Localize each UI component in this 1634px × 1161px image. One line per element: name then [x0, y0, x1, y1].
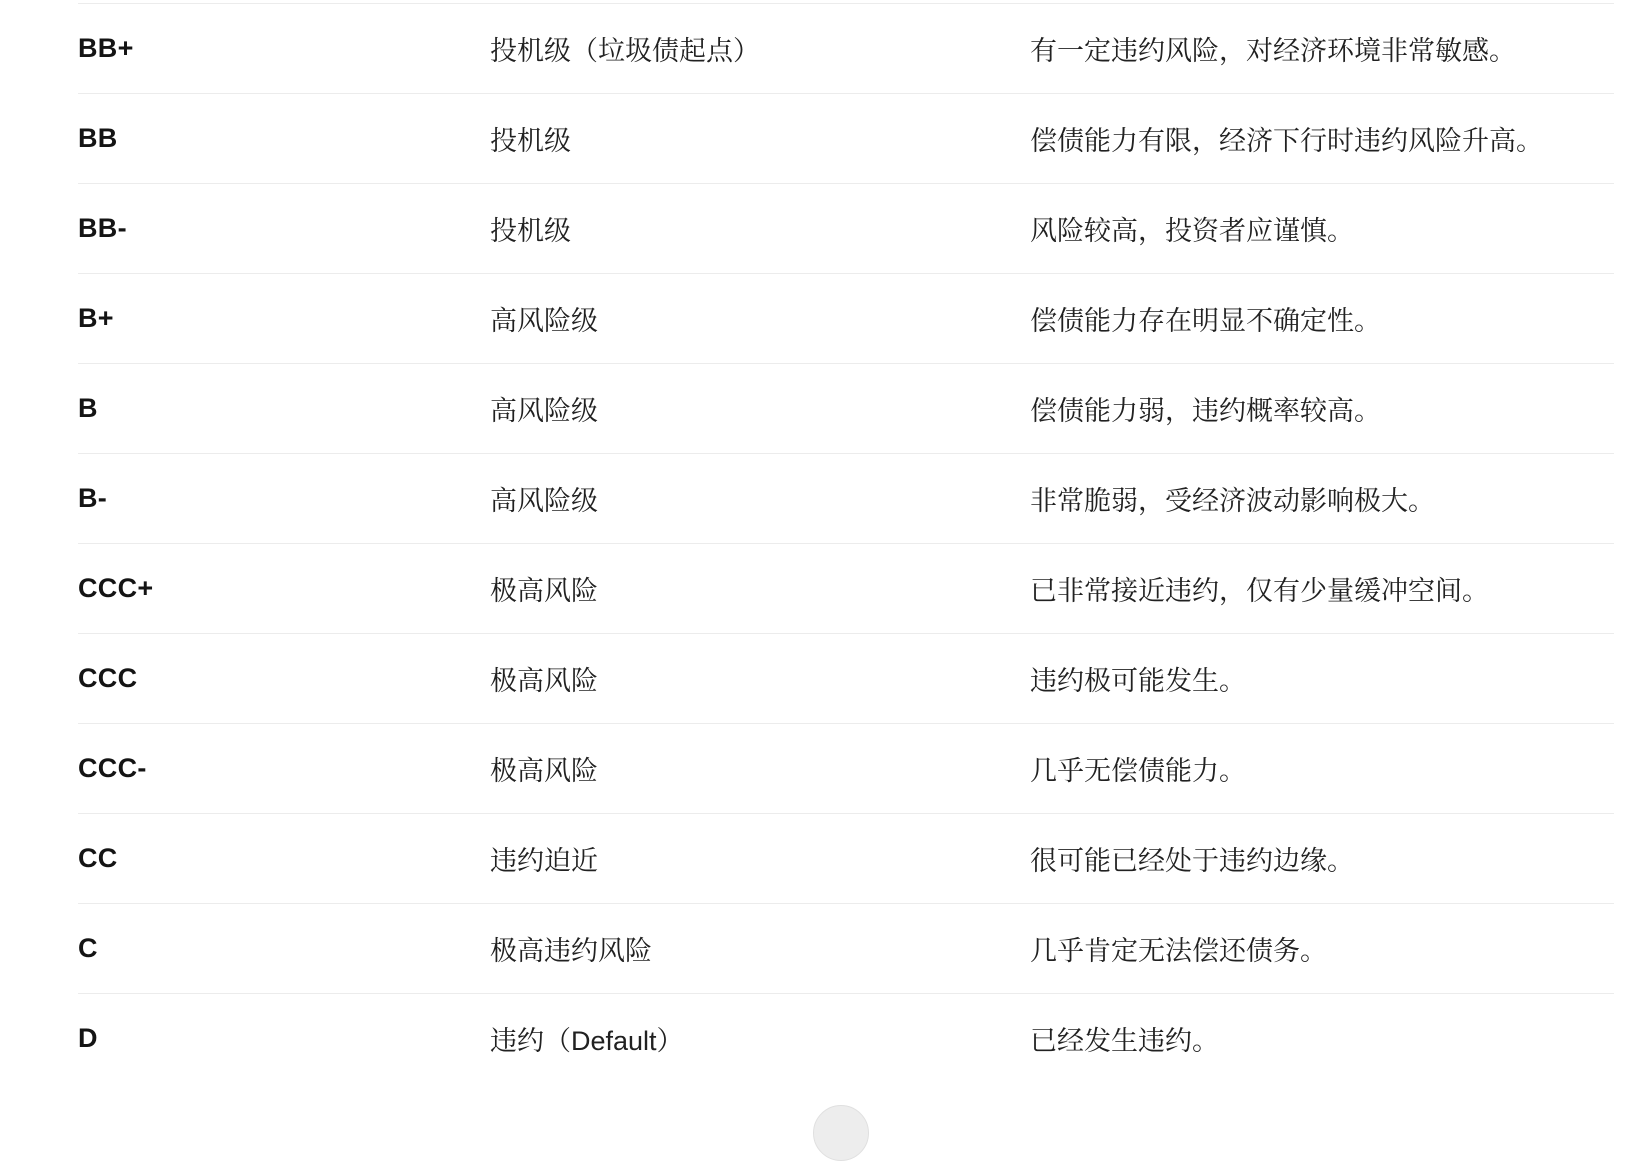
table-row [78, 633, 1614, 723]
rating-cell: BB- [78, 213, 127, 243]
grade-cell: 极高风险 [490, 666, 598, 696]
grade-cell: 高风险级 [490, 486, 598, 516]
table-row [78, 543, 1614, 633]
rating-cell: BB+ [78, 33, 134, 63]
rating-cell: CC [78, 843, 118, 873]
table-row [78, 993, 1614, 1083]
rating-cell: BB [78, 123, 118, 153]
grade-cell: 极高风险 [490, 576, 598, 606]
rating-cell: CCC+ [78, 573, 154, 603]
grade-cell: 投机级 [490, 216, 571, 246]
description-cell: 风险较高，投资者应谨慎。 [1030, 216, 1354, 246]
table-row [78, 363, 1614, 453]
description-cell: 有一定违约风险，对经济环境非常敏感。 [1030, 36, 1516, 66]
rating-cell: D [78, 1023, 98, 1053]
scroll-to-bottom-button[interactable] [813, 1105, 869, 1161]
description-cell: 几乎肯定无法偿还债务。 [1030, 936, 1327, 966]
grade-cell: 违约迫近 [490, 846, 598, 876]
grade-cell: 违约（Default） [490, 1026, 684, 1056]
description-cell: 已非常接近违约，仅有少量缓冲空间。 [1030, 576, 1489, 606]
description-cell: 非常脆弱，受经济波动影响极大。 [1030, 486, 1435, 516]
rating-cell: B [78, 393, 98, 423]
rating-cell: B+ [78, 303, 114, 333]
grade-cell: 高风险级 [490, 306, 598, 336]
table-row [78, 273, 1614, 363]
description-cell: 偿债能力有限，经济下行时违约风险升高。 [1030, 126, 1543, 156]
table-row [78, 3, 1614, 93]
credit-rating-table [78, 3, 1614, 1083]
grade-cell: 投机级 [490, 126, 571, 156]
grade-cell: 极高风险 [490, 756, 598, 786]
table-row [78, 903, 1614, 993]
table-row [78, 453, 1614, 543]
table-row [78, 813, 1614, 903]
description-cell: 很可能已经处于违约边缘。 [1030, 846, 1354, 876]
grade-cell: 高风险级 [490, 396, 598, 426]
rating-cell: CCC [78, 663, 138, 693]
table-row [78, 183, 1614, 273]
rating-cell: B- [78, 483, 108, 513]
table-row [78, 723, 1614, 813]
description-cell: 偿债能力弱，违约概率较高。 [1030, 396, 1381, 426]
description-cell: 违约极可能发生。 [1030, 666, 1246, 696]
rating-cell: CCC- [78, 753, 147, 783]
description-cell: 已经发生违约。 [1030, 1026, 1219, 1056]
description-cell: 几乎无偿债能力。 [1030, 756, 1246, 786]
description-cell: 偿债能力存在明显不确定性。 [1030, 306, 1381, 336]
rating-cell: C [78, 933, 98, 963]
grade-cell: 投机级（垃圾债起点） [490, 36, 760, 66]
table-row [78, 93, 1614, 183]
grade-cell: 极高违约风险 [490, 936, 652, 966]
